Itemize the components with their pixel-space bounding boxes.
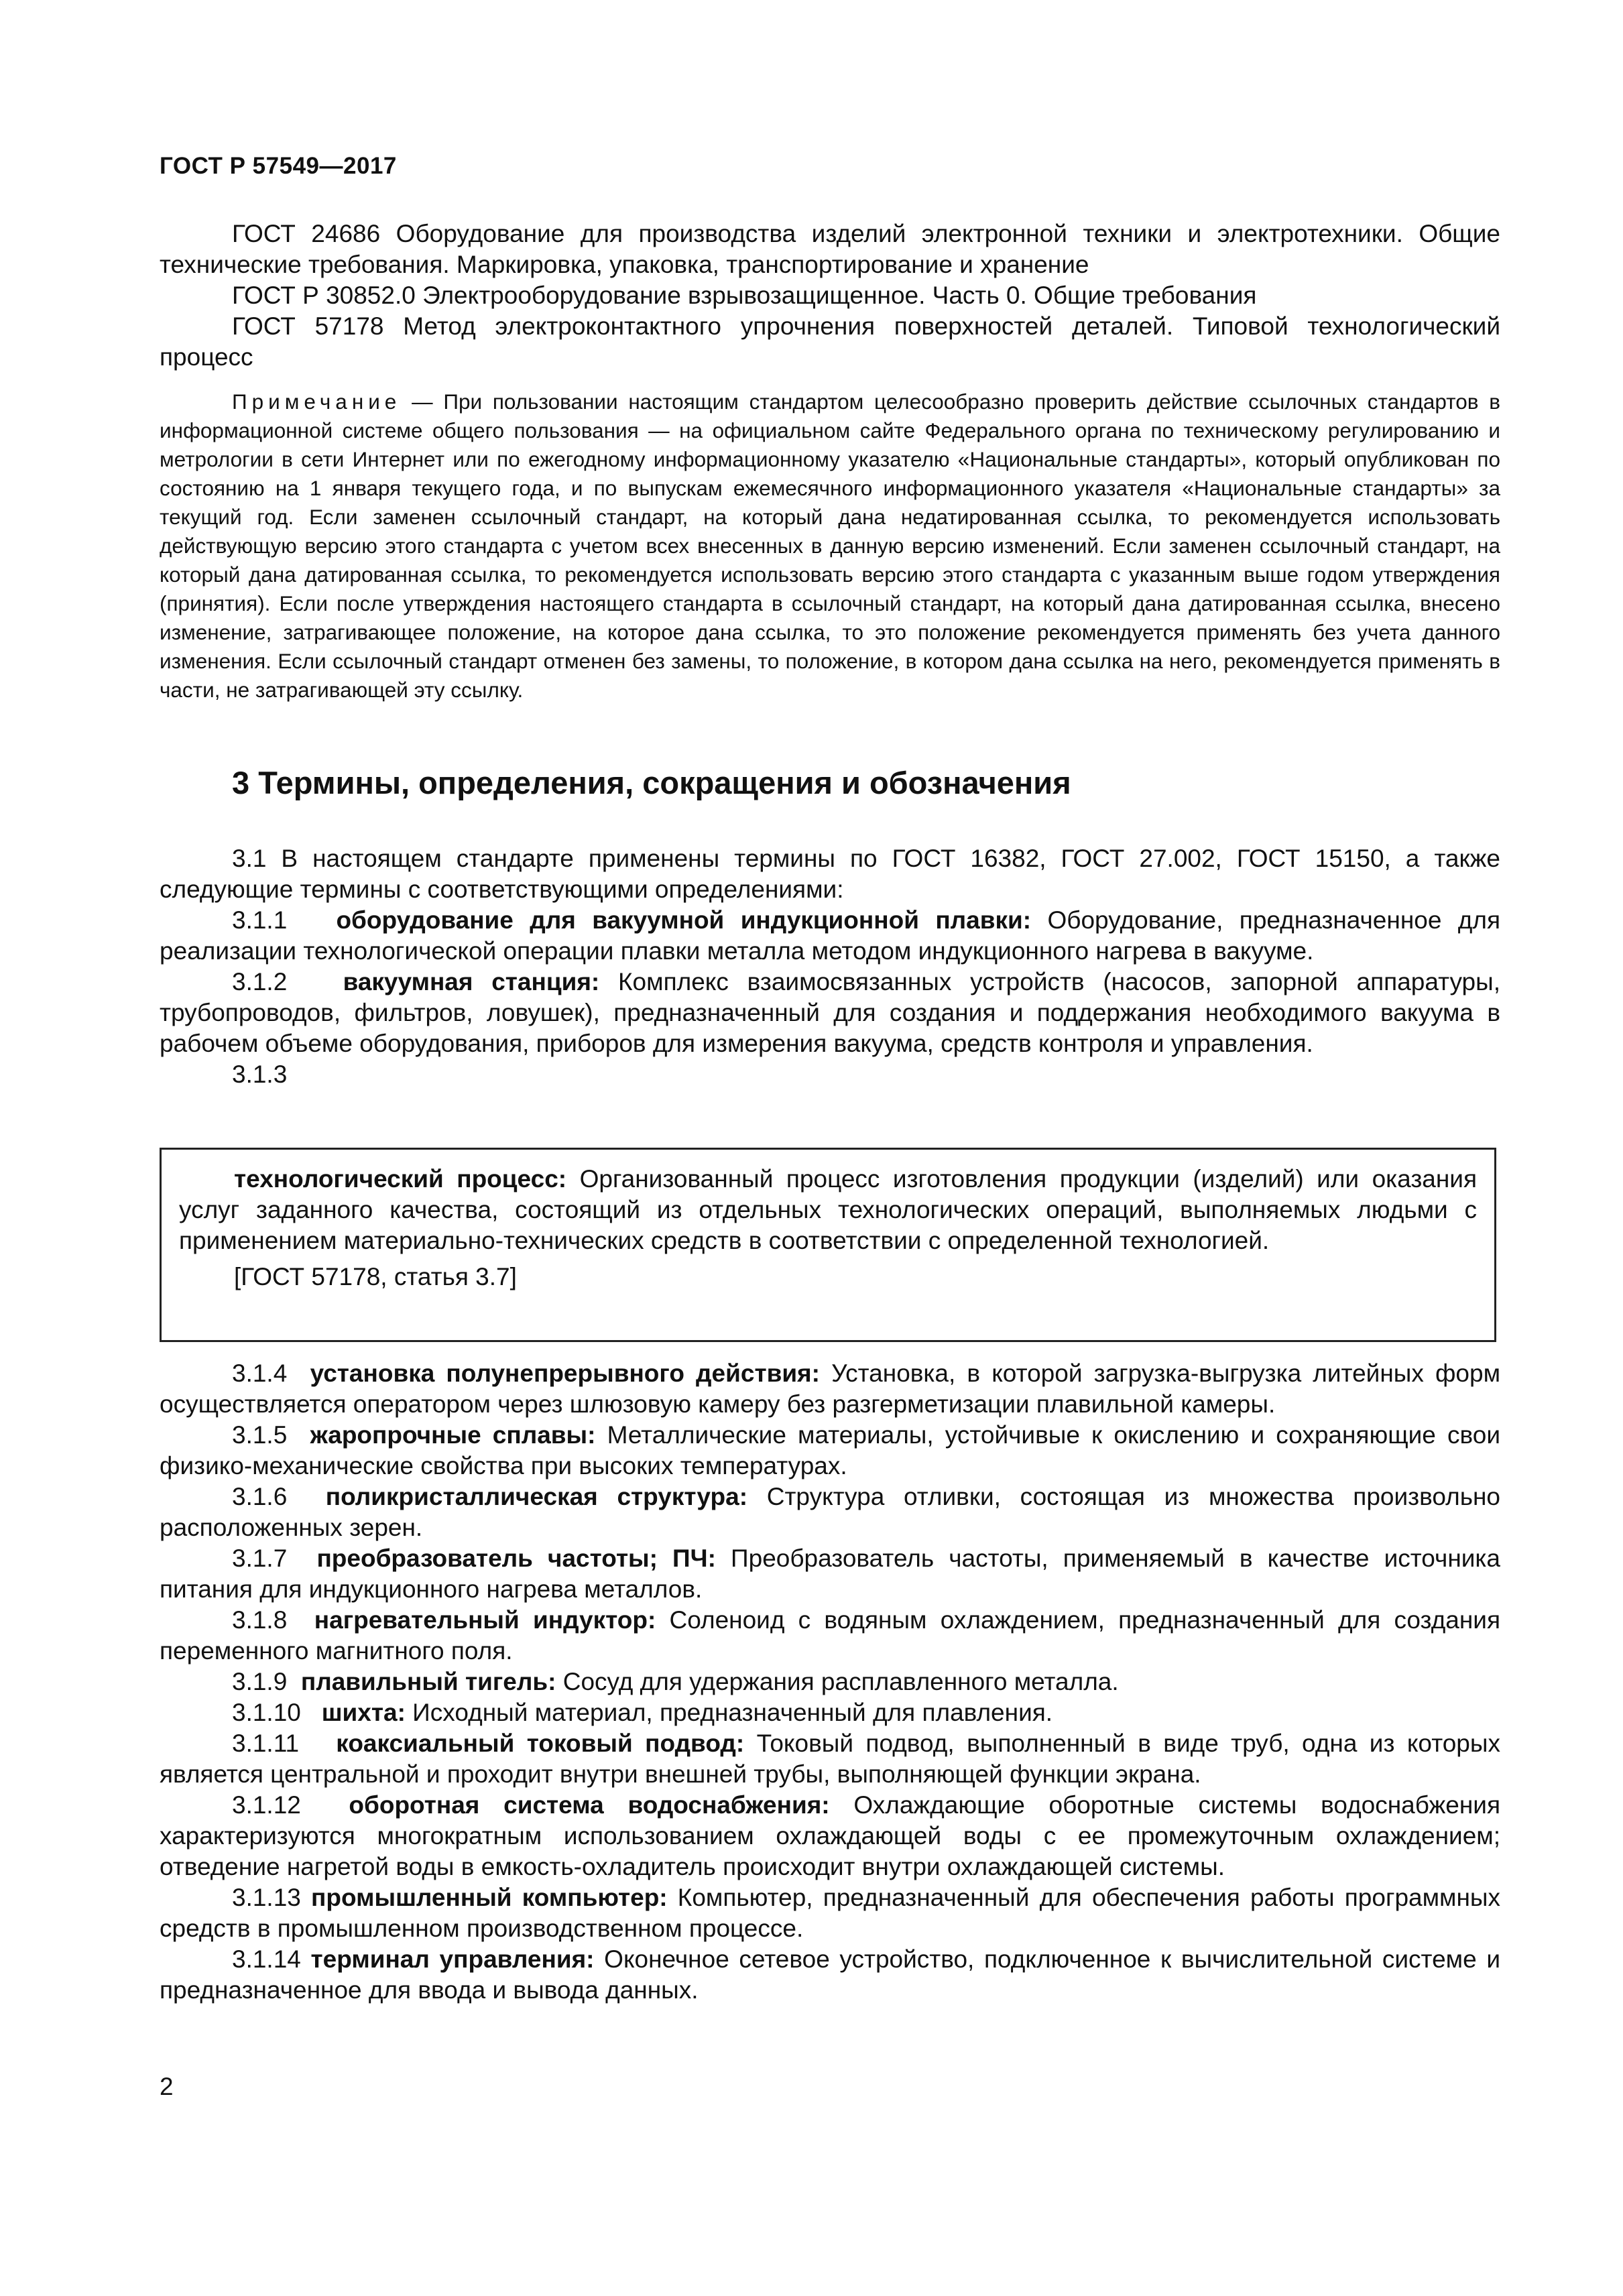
term-entry <box>160 1482 1500 1543</box>
term-number-only: 3.1.3 <box>232 1061 288 1088</box>
term-name: коаксиальный токовый подвод: <box>336 1730 745 1757</box>
term-definition: Структура отливки, состоящая из множества произвольно расположенных зерен. <box>160 1483 1501 1541</box>
term-definition: Токовый подвод, выполненный в виде труб, одна из которых является центральной и проходит внутри внешней трубы, выполняющей функции экрана. <box>160 1730 1500 1788</box>
term-number: 3.1.8 <box>232 1606 288 1634</box>
term-name: оборотная система водоснабжения: <box>349 1791 830 1819</box>
references-note <box>160 387 1500 705</box>
term-name: технологический процесс: <box>234 1165 567 1193</box>
term-definition: Организованный процесс изготовления продукции (изделий) или оказания услуг заданного качества, состоящий из отдельных технологических операций, выполняемых людьми с применением материально-технических средств в соответствии с определенной технологией. <box>179 1165 1478 1254</box>
term-entry <box>160 1882 1500 1944</box>
term-entry <box>160 1667 1500 1697</box>
term-definition: Исходный материал, предназначенный для плавления. <box>405 1699 1053 1726</box>
term-number: 3.1.13 <box>232 1884 301 1911</box>
term-definition: Сосуд для удержания расплавленного металла. <box>556 1668 1119 1695</box>
term-name: поликристаллическая структура: <box>325 1483 748 1510</box>
document-page <box>160 0 1500 2296</box>
page-number: 2 <box>160 2073 174 2100</box>
boxed-term <box>160 1148 1496 1342</box>
term-definition: Компьютер, предназначенный для обеспечения работы программных средств в промышленном производственном процессе. <box>160 1884 1500 1942</box>
term-entry <box>160 1543 1500 1605</box>
term-name: нагревательный индуктор: <box>314 1606 656 1634</box>
term-number: 3.1.7 <box>232 1545 288 1572</box>
term-number: 3.1.6 <box>232 1483 288 1510</box>
section-intro: 3.1 В настоящем стандарте применены термины по ГОСТ 16382, ГОСТ 27.002, ГОСТ 15150, а также следующие термины с соответствующими определениями: <box>160 845 1500 903</box>
term-definition: Оборудование, предназначенное для реализации технологической операции плавки металла методом индукционного нагрева в вакууме. <box>160 906 1500 965</box>
term-name: плавильный тигель: <box>300 1668 556 1695</box>
term-number: 3.1.1 <box>232 906 288 934</box>
boxed-term-text <box>179 1164 1477 1256</box>
term-definition: Комплекс взаимосвязанных устройств (насосов, запорной аппаратуры, трубопроводов, фильтров, ловушек), предназначенный для создания и поддержания необходимого вакуума в рабочем объеме оборудования, приборов для измерения вакуума, средств контроля и управления. <box>160 968 1500 1057</box>
term-entry <box>160 1358 1500 1420</box>
terms-list-b <box>160 1358 1500 2006</box>
term-number: 3.1.5 <box>232 1421 288 1449</box>
terms-list-a <box>160 843 1500 1090</box>
term-number: 3.1.4 <box>232 1360 288 1387</box>
term-entry <box>160 1420 1500 1482</box>
term-definition: Соленоид с водяным охлаждением, предназначенный для создания переменного магнитного поля. <box>160 1606 1501 1665</box>
term-name: вакуумная станция: <box>343 968 600 995</box>
term-definition: Оконечное сетевое устройство, подключенное к вычислительной системе и предназначенное для ввода и вывода данных. <box>160 1945 1500 2004</box>
note-text: — При пользовании настоящим стандартом целесообразно проверить действие ссылочных стандартов в информационной системе общего пользования — на официальном сайте Федерального органа по техническому регулированию и метрологии в сети Интернет или по ежегодному информационному указателю «Национальные стандарты», который опубликован по состоянию на 1 января текущего года, и по выпускам ежемесячного информационного указателя «Национальные стандарты» за текущий год. Если заменен ссылочный стандарт, на который дана недатированная ссылка, то рекомендуется использовать действующую версию этого стандарта с учетом всех внесенных в данную версию изменений. Если заменен ссылочный стандарт, на который дана датированная ссылка, то рекомендуется использовать версию этого стандарта с указанным выше годом утверждения (принятия). Если после утверждения настоящего стандарта в ссылочный стандарт, на который дана датированная ссылка, внесено изменение, затрагивающее положение, на которое дана ссылка, то это положение рекомендуется применять без учета данного изменения. Если ссылочный стандарт отменен без замены, то положение, в котором дана ссылка на него, рекомендуется применять в части, не затрагивающей эту ссылку. <box>160 389 1500 702</box>
term-entry <box>160 1605 1500 1667</box>
term-name: жаропрочные сплавы: <box>310 1421 596 1449</box>
section-title: 3 Термины, определения, сокращения и обозначения <box>232 765 1071 800</box>
term-number: 3.1.9 <box>232 1668 288 1695</box>
reference-item: ГОСТ 57178 Метод электроконтактного упрочнения поверхностей деталей. Типовой технологический процесс <box>160 312 1500 371</box>
note-label: Примечание <box>232 389 402 414</box>
document-header: ГОСТ Р 57549—2017 <box>160 153 397 179</box>
term-name: установка полунепрерывного действия: <box>310 1360 820 1387</box>
term-definition: Преобразователь частоты, применяемый в качестве источника питания для индукционного нагрева металлов. <box>160 1545 1500 1603</box>
term-entry <box>160 1790 1500 1882</box>
term-definition: Металлические материалы, устойчивые к окислению и сохраняющие свои физико-механические свойства при высоких температурах. <box>160 1421 1500 1479</box>
term-entry <box>160 1944 1500 2006</box>
term-entry <box>160 1728 1500 1790</box>
term-number: 3.1.2 <box>232 968 288 995</box>
term-name: шихта: <box>321 1699 406 1726</box>
normative-references <box>160 219 1500 373</box>
term-number: 3.1.10 <box>232 1699 301 1726</box>
term-number: 3.1.12 <box>232 1791 301 1819</box>
term-number: 3.1.14 <box>232 1945 301 1973</box>
term-entry <box>160 905 1500 967</box>
term-entry <box>160 967 1500 1059</box>
term-name: преобразователь частоты; ПЧ: <box>316 1545 716 1572</box>
term-name: оборудование для вакуумной индукционной плавки: <box>336 906 1032 934</box>
term-name: промышленный компьютер: <box>311 1884 668 1911</box>
boxed-term-source: [ГОСТ 57178, статья 3.7] <box>234 1263 517 1290</box>
term-definition: Охлаждающие оборотные системы водоснабжения характеризуются многократным использованием охлаждающей воды с ее промежуточным охлаждением; отведение нагретой воды в емкость-охладитель происходит внутри охлаждающей системы. <box>160 1791 1501 1880</box>
reference-item: ГОСТ 24686 Оборудование для производства изделий электронной техники и электротехники. Общие технические требования. Маркировка, упаковка, транспортирование и хранение <box>160 220 1500 278</box>
term-number: 3.1.11 <box>232 1730 300 1757</box>
reference-item: ГОСТ Р 30852.0 Электрооборудование взрывозащищенное. Часть 0. Общие требования <box>232 282 1257 309</box>
term-entry <box>160 1697 1500 1728</box>
term-definition: Установка, в которой загрузка-выгрузка литейных форм осуществляется оператором через шлюзовую камеру без разгерметизации плавильной камеры. <box>160 1360 1501 1418</box>
term-name: терминал управления: <box>310 1945 595 1973</box>
